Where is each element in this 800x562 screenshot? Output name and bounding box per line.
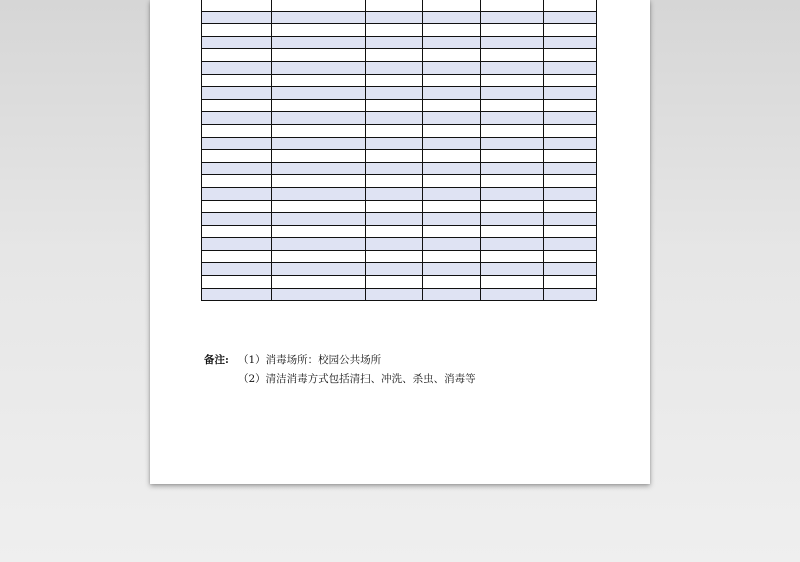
table-cell xyxy=(544,175,597,188)
table-cell xyxy=(272,24,366,37)
table-cell xyxy=(366,99,423,112)
table-row xyxy=(202,263,597,276)
table-row xyxy=(202,238,597,251)
table-cell xyxy=(202,61,272,74)
table-cell xyxy=(366,200,423,213)
table-cell xyxy=(202,112,272,125)
table-cell xyxy=(481,238,544,251)
table-cell xyxy=(481,175,544,188)
table-cell xyxy=(272,162,366,175)
table-cell xyxy=(272,175,366,188)
table-cell xyxy=(366,61,423,74)
table-cell xyxy=(481,61,544,74)
table-row xyxy=(202,24,597,37)
table-cell xyxy=(272,263,366,276)
table-cell xyxy=(481,49,544,62)
table-cell xyxy=(423,187,481,200)
table-cell xyxy=(544,276,597,289)
table-cell xyxy=(366,150,423,163)
table-cell xyxy=(423,137,481,150)
table-cell xyxy=(202,87,272,100)
table-cell xyxy=(202,162,272,175)
table-cell xyxy=(423,175,481,188)
table-cell xyxy=(423,124,481,137)
table-cell xyxy=(272,150,366,163)
table-cell xyxy=(272,99,366,112)
table-cell xyxy=(272,238,366,251)
table-cell xyxy=(366,0,423,11)
table-cell xyxy=(366,276,423,289)
table-cell xyxy=(272,87,366,100)
table-cell xyxy=(366,36,423,49)
table-cell xyxy=(202,225,272,238)
table-cell xyxy=(544,250,597,263)
table-cell xyxy=(202,36,272,49)
table-cell xyxy=(202,175,272,188)
table-cell xyxy=(481,225,544,238)
disinfection-record-table xyxy=(201,0,597,301)
table-cell xyxy=(423,288,481,301)
table-cell xyxy=(202,0,272,11)
table-cell xyxy=(544,137,597,150)
table-cell xyxy=(481,99,544,112)
remark-line-1 xyxy=(204,351,476,370)
table-cell xyxy=(423,238,481,251)
table-cell xyxy=(272,124,366,137)
table-row xyxy=(202,187,597,200)
table-cell xyxy=(366,250,423,263)
table-cell xyxy=(366,213,423,226)
table-row xyxy=(202,213,597,226)
table-cell xyxy=(423,276,481,289)
table-cell xyxy=(202,99,272,112)
table-cell xyxy=(423,213,481,226)
table-cell xyxy=(544,0,597,11)
table-row xyxy=(202,11,597,24)
table-cell xyxy=(544,288,597,301)
table-row xyxy=(202,276,597,289)
table-cell xyxy=(272,200,366,213)
table-cell xyxy=(544,187,597,200)
table-cell xyxy=(272,225,366,238)
table-cell xyxy=(481,263,544,276)
table-cell xyxy=(423,225,481,238)
table-cell xyxy=(423,61,481,74)
table-row xyxy=(202,87,597,100)
table-cell xyxy=(366,288,423,301)
table-cell xyxy=(272,213,366,226)
table-cell xyxy=(366,263,423,276)
table-row xyxy=(202,0,597,11)
table-row xyxy=(202,124,597,137)
table-cell xyxy=(366,162,423,175)
table-cell xyxy=(481,74,544,87)
table-cell xyxy=(481,112,544,125)
table-cell xyxy=(544,200,597,213)
table-cell xyxy=(366,74,423,87)
table-row xyxy=(202,112,597,125)
table-row xyxy=(202,61,597,74)
table-cell xyxy=(544,11,597,24)
table-row xyxy=(202,225,597,238)
remarks-label: 备注: xyxy=(204,354,229,366)
table-cell xyxy=(481,36,544,49)
table-cell xyxy=(423,87,481,100)
table-cell xyxy=(481,150,544,163)
table-cell xyxy=(423,11,481,24)
table-cell xyxy=(481,0,544,11)
table-cell xyxy=(272,74,366,87)
table-cell xyxy=(202,187,272,200)
table-cell xyxy=(272,11,366,24)
table-cell xyxy=(544,99,597,112)
table-cell xyxy=(366,49,423,62)
table-cell xyxy=(272,187,366,200)
table-row xyxy=(202,175,597,188)
table-cell xyxy=(202,238,272,251)
table-cell xyxy=(544,124,597,137)
table-cell xyxy=(544,24,597,37)
table-cell xyxy=(544,112,597,125)
table-cell xyxy=(272,61,366,74)
table-cell xyxy=(544,74,597,87)
document-page xyxy=(150,0,650,484)
table-row xyxy=(202,49,597,62)
table-cell xyxy=(202,24,272,37)
table-cell xyxy=(423,263,481,276)
table-cell xyxy=(202,276,272,289)
table-cell xyxy=(202,263,272,276)
remark-item: （1）消毒场所：校园公共场所 xyxy=(238,354,382,366)
table-row xyxy=(202,288,597,301)
table-cell xyxy=(423,36,481,49)
table-cell xyxy=(366,11,423,24)
table-cell xyxy=(272,112,366,125)
remarks-section xyxy=(204,351,476,389)
table-cell xyxy=(366,124,423,137)
table-cell xyxy=(423,112,481,125)
table-cell xyxy=(202,74,272,87)
table-cell xyxy=(202,288,272,301)
table-cell xyxy=(202,250,272,263)
table-cell xyxy=(202,137,272,150)
remark-line-2 xyxy=(204,370,476,389)
table-cell xyxy=(366,87,423,100)
table-cell xyxy=(481,11,544,24)
table-cell xyxy=(544,87,597,100)
table-cell xyxy=(423,24,481,37)
table-cell xyxy=(544,49,597,62)
table-row xyxy=(202,74,597,87)
table-cell xyxy=(481,124,544,137)
table-cell xyxy=(366,225,423,238)
table-cell xyxy=(481,250,544,263)
table-cell xyxy=(366,112,423,125)
table-cell xyxy=(272,288,366,301)
table-cell xyxy=(544,150,597,163)
table-row xyxy=(202,162,597,175)
table-cell xyxy=(423,74,481,87)
table-cell xyxy=(481,24,544,37)
table-cell xyxy=(202,200,272,213)
table-cell xyxy=(481,200,544,213)
remark-item: （2）清洁消毒方式包括清扫、冲洗、杀虫、消毒等 xyxy=(238,373,476,385)
table-cell xyxy=(423,250,481,263)
table-cell xyxy=(423,150,481,163)
table-cell xyxy=(272,0,366,11)
table-cell xyxy=(202,124,272,137)
table-cell xyxy=(272,137,366,150)
table-cell xyxy=(544,238,597,251)
table-cell xyxy=(423,99,481,112)
table-row xyxy=(202,99,597,112)
table-cell xyxy=(544,36,597,49)
table-cell xyxy=(481,187,544,200)
table-cell xyxy=(544,225,597,238)
table-cell xyxy=(202,213,272,226)
table-cell xyxy=(366,187,423,200)
table-row xyxy=(202,250,597,263)
table-cell xyxy=(272,250,366,263)
table-cell xyxy=(202,11,272,24)
table-cell xyxy=(272,49,366,62)
table-cell xyxy=(544,162,597,175)
table-cell xyxy=(272,276,366,289)
table-cell xyxy=(481,276,544,289)
table-row xyxy=(202,150,597,163)
table-cell xyxy=(423,0,481,11)
table-row xyxy=(202,200,597,213)
table-cell xyxy=(481,162,544,175)
table-cell xyxy=(366,24,423,37)
table-cell xyxy=(544,213,597,226)
table-cell xyxy=(481,137,544,150)
table-cell xyxy=(366,137,423,150)
table-cell xyxy=(423,49,481,62)
table-cell xyxy=(366,175,423,188)
table-cell xyxy=(366,238,423,251)
table-row xyxy=(202,137,597,150)
table-cell xyxy=(272,36,366,49)
table-cell xyxy=(481,288,544,301)
table-cell xyxy=(423,200,481,213)
table-cell xyxy=(544,263,597,276)
table-cell xyxy=(202,49,272,62)
table-cell xyxy=(481,87,544,100)
table-cell xyxy=(544,61,597,74)
table-cell xyxy=(481,213,544,226)
table-row xyxy=(202,36,597,49)
table-cell xyxy=(423,162,481,175)
table-cell xyxy=(202,150,272,163)
